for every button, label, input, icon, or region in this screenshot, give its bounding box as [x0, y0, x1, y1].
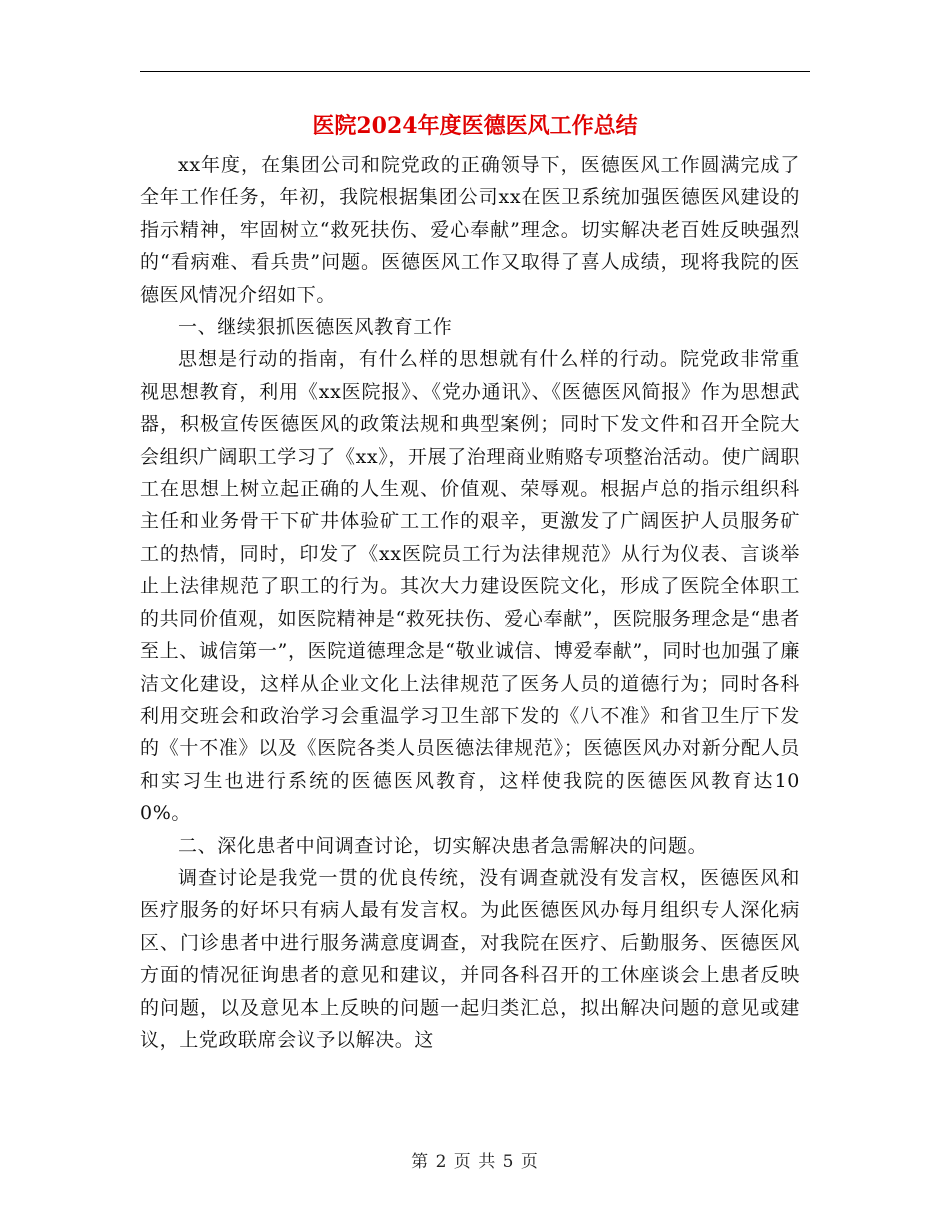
paragraph-section-2: 调查讨论是我党一贯的优良传统，没有调查就没有发言权，医德医风和医疗服务的好坏只有病人最有发言权。为此医德医风办每月组织专人深化病区、门诊患者中进行服务满意度调查，对我院在医疗、后勤服务、医德医风方面的情况征询患者的意见和建议，并同各科召开的工休座谈会上患者反映的问题，以及意见本上反映的问题一起归类汇总，拟出解决问题的意见或建议，上党政联席会议予以解决。这 — [140, 866, 800, 1051]
page-number-footer: 第 2 页 共 5 页 — [411, 1152, 539, 1172]
section-heading-2: 二、深化患者中间调查讨论，切实解决患者急需解决的问题。 — [178, 834, 708, 857]
document-title: 医院2024年度医德医风工作总结 — [312, 113, 638, 139]
document-body — [140, 149, 800, 1056]
paragraph-section-1: 思想是行动的指南，有什么样的思想就有什么样的行动。院党政非常重视思想教育，利用《xx医院报》、《党办通讯》、《医德医风简报》作为思想武器，积极宣传医德医风的政策法规和典型案例；同时下发文件和召开全院大会组织广阔职工学习了《xx》，开展了治理商业贿赂专项整治活动。使广阔职工在思想上树立起正确的人生观、价值观、荣辱观。根据卢总的指示组织科主任和业务骨干下矿井体验矿工工作的艰辛，更激发了广阔医护人员服务矿工的热情，同时，印发了《xx医院员工行为法律规范》从行为仪表、言谈举止上法律规范了职工的行为。其次大力建设医院文化，形成了医院全体职工的共同价值观，如医院精神是“救死扶伤、爱心奉献”，医院服务理念是“患者至上、诚信第一”，医院道德理念是“敬业诚信、博爱奉献”，同时也加强了廉洁文化建设，这样从企业文化上法律规范了医务人员的道德行为；同时各科利用交班会和政治学习会重温学习卫生部下发的《八不准》和省卫生厅下发的《十不准》以及《医院各类人员医德法律规范》；医德医风办对新分配人员和实习生也进行系统的医德医风教育，这样使我院的医德医风教育达100%。 — [140, 348, 800, 825]
section-heading-1: 一、继续狠抓医德医风教育工作 — [178, 316, 453, 339]
header-rule — [140, 71, 810, 72]
paragraph-intro: xx年度，在集团公司和院党政的正确领导下，医德医风工作圆满完成了全年工作任务，年初，我院根据集团公司xx在医卫系统加强医德医风建设的指示精神，牢固树立“救死扶伤、爱心奉献”理念。切实解决老百姓反映强烈的“看病难、看兵贵”问题。医德医风工作又取得了喜人成绩，现将我院的医德医风情况介绍如下。 — [140, 154, 800, 306]
